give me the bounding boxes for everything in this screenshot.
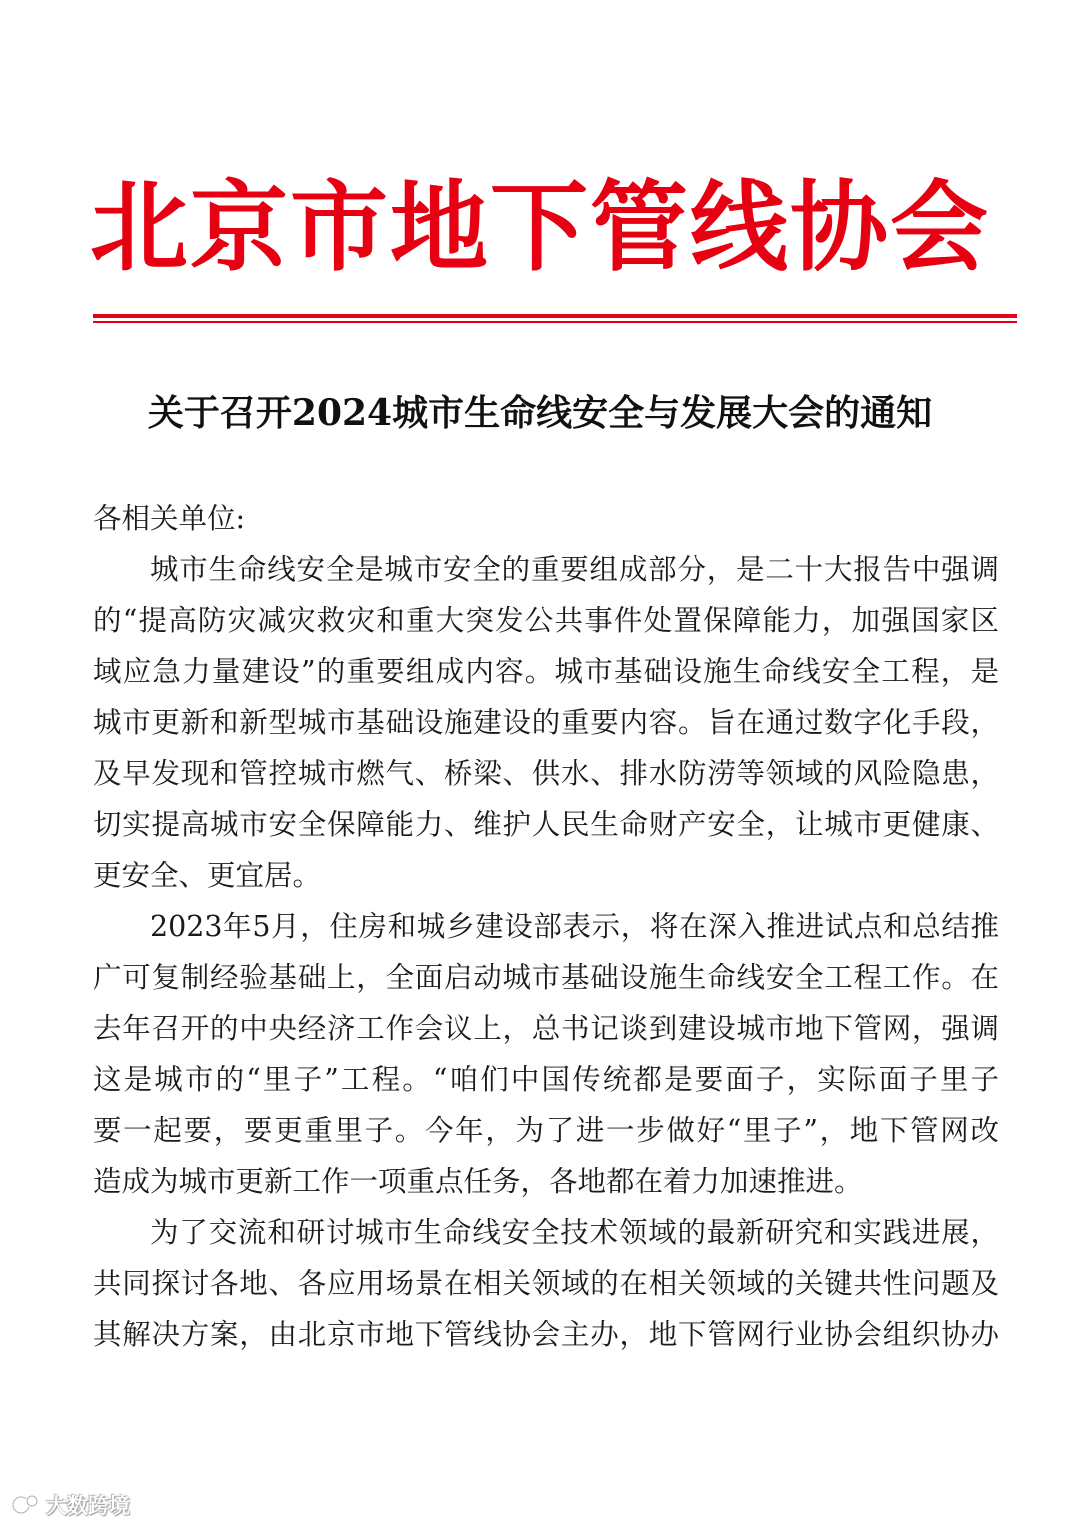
text-line: 为了交流和研讨城市生命线安全技术领域的最新研究和实践进展， <box>150 1216 999 1249</box>
text-line: 切实提高城市安全保障能力、维护人民生命财产安全，让城市更健康、 <box>93 808 999 841</box>
text-line: 造成为城市更新工作一项重点任务，各地都在着力加速推进。 <box>93 1165 863 1198</box>
text-line: 共同探讨各地、各应用场景在相关领域的在相关领域的关键共性问题及 <box>93 1267 999 1300</box>
header-divider-thin <box>93 321 1017 323</box>
text-line: 其解决方案，由北京市地下管线协会主办，地下管网行业协会组织协办 <box>93 1318 999 1351</box>
notice-body <box>93 493 999 1360</box>
paragraph-3 <box>93 1207 999 1360</box>
watermark-text: 大数跨境 <box>46 1494 130 1518</box>
text-line: 城市生命线安全是城市安全的重要组成部分，是二十大报告中强调 <box>150 553 999 586</box>
text-line: 更安全、更宜居。 <box>93 859 322 892</box>
dashuju-logo-icon <box>12 1493 40 1517</box>
watermark <box>12 1490 130 1520</box>
text-line: 要一起要，要更重里子。今年，为了进一步做好“里子”，地下管网改 <box>93 1114 999 1147</box>
text-line: 的“提高防灾减灾救灾和重大突发公共事件处置保障能力，加强国家区 <box>93 604 999 637</box>
text-line: 这是城市的“里子”工程。“咱们中国传统都是要面子，实际面子里子 <box>93 1063 999 1096</box>
text-line: 2023年5月，住房和城乡建设部表示，将在深入推进试点和总结推 <box>150 910 999 943</box>
text-line: 及早发现和管控城市燃气、桥梁、供水、排水防涝等领域的风险隐患， <box>93 757 999 790</box>
salutation: 各相关单位: <box>93 502 246 535</box>
paragraph-1 <box>93 544 999 901</box>
text-line: 城市更新和新型城市基础设施建设的重要内容。旨在通过数字化手段， <box>93 706 999 739</box>
paragraph-2 <box>93 901 999 1207</box>
notice-title: 关于召开2024城市生命线安全与发展大会的通知 <box>147 392 933 434</box>
text-line: 广可复制经验基础上，全面启动城市基础设施生命线安全工程工作。在 <box>93 961 999 994</box>
text-line: 去年召开的中央经济工作会议上，总书记谈到建设城市地下管网，强调 <box>93 1012 999 1045</box>
text-line: 域应急力量建设”的重要组成内容。城市基础设施生命线安全工程，是 <box>93 655 999 688</box>
org-name-header: 北京市地下管线协会 <box>89 170 990 285</box>
header-divider-thick <box>93 314 1017 318</box>
